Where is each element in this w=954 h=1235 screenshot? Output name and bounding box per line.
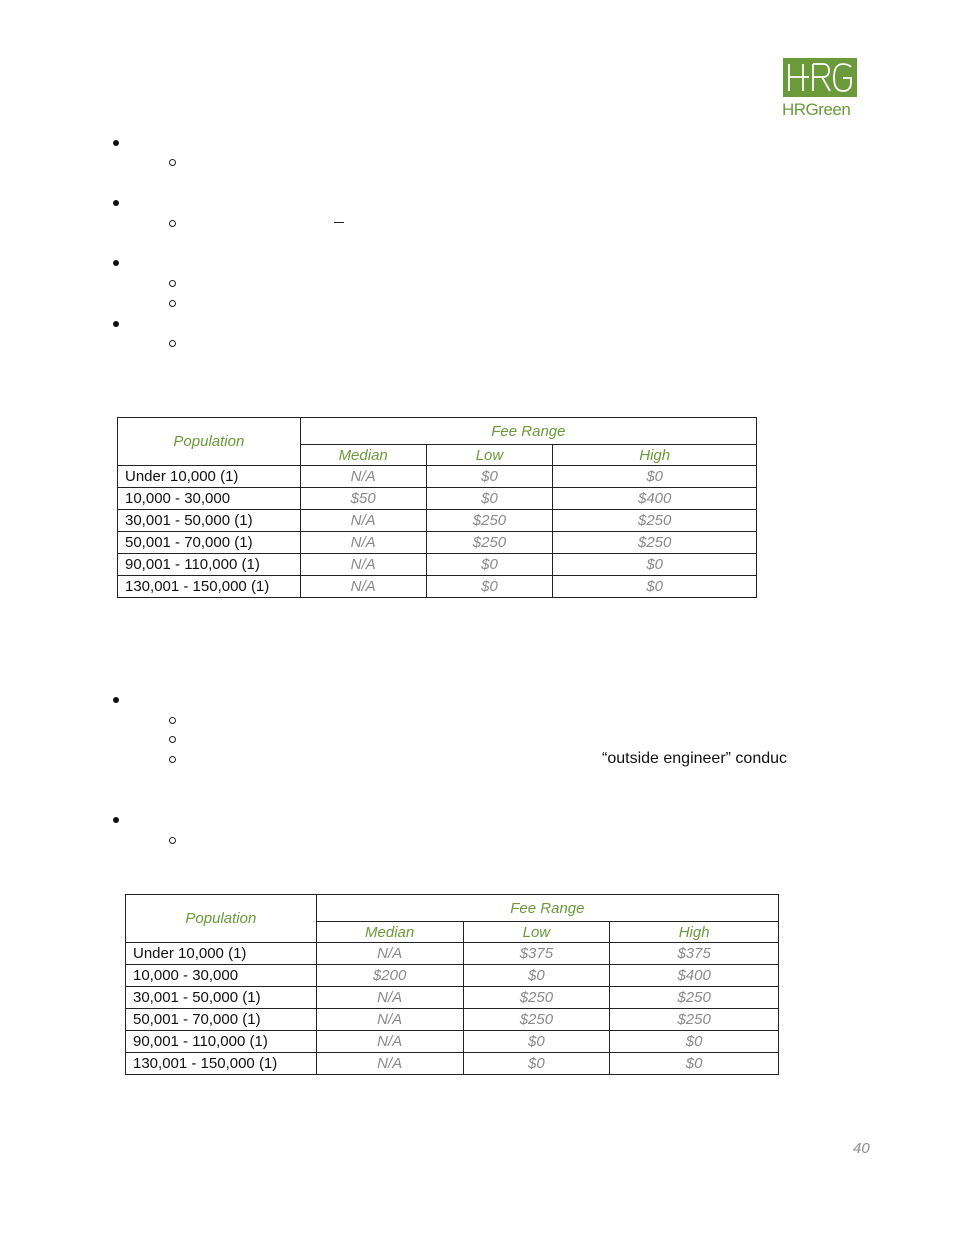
median-cell: N/A xyxy=(316,987,463,1009)
population-cell: 130,001 - 150,000 (1) xyxy=(118,576,301,598)
high-header: High xyxy=(553,445,757,466)
list-sub-bullet xyxy=(169,280,176,287)
dash-mark xyxy=(334,222,344,223)
median-cell: N/A xyxy=(300,466,426,488)
list-sub-bullet xyxy=(169,159,176,166)
population-header: Population xyxy=(118,418,301,466)
high-cell: $375 xyxy=(610,943,779,965)
population-cell: 50,001 - 70,000 (1) xyxy=(126,1009,317,1031)
high-cell: $250 xyxy=(553,510,757,532)
population-cell: 10,000 - 30,000 xyxy=(126,965,317,987)
page-number: 40 xyxy=(853,1140,870,1157)
list-bullet xyxy=(113,140,119,146)
table-row xyxy=(118,488,757,510)
hrg-logo-mark-icon xyxy=(783,58,857,97)
high-cell: $0 xyxy=(553,554,757,576)
list-bullet xyxy=(113,321,119,327)
median-cell: N/A xyxy=(316,943,463,965)
median-cell: N/A xyxy=(300,510,426,532)
table-row xyxy=(126,1031,779,1053)
median-cell: N/A xyxy=(300,532,426,554)
list-sub-bullet xyxy=(169,837,176,844)
low-cell: $0 xyxy=(426,488,553,510)
population-cell: 30,001 - 50,000 (1) xyxy=(126,987,317,1009)
outside-engineer-text: “outside engineer” conduc xyxy=(602,750,788,767)
table-row xyxy=(126,943,779,965)
table-row xyxy=(118,554,757,576)
high-cell: $0 xyxy=(553,466,757,488)
low-cell: $375 xyxy=(463,943,610,965)
table-row xyxy=(118,576,757,598)
population-cell: 90,001 - 110,000 (1) xyxy=(126,1031,317,1053)
median-header: Median xyxy=(300,445,426,466)
list-sub-bullet xyxy=(169,756,176,763)
fee-table-1 xyxy=(117,417,757,598)
low-cell: $0 xyxy=(426,576,553,598)
high-cell: $0 xyxy=(553,576,757,598)
low-cell: $250 xyxy=(463,987,610,1009)
low-cell: $0 xyxy=(463,1053,610,1075)
list-sub-bullet xyxy=(169,717,176,724)
list-sub-bullet xyxy=(169,300,176,307)
logo-wordmark: HRGreen xyxy=(782,100,851,119)
low-cell: $0 xyxy=(463,965,610,987)
list-bullet xyxy=(113,817,119,823)
population-cell: Under 10,000 (1) xyxy=(118,466,301,488)
list-sub-bullet xyxy=(169,736,176,743)
low-cell: $0 xyxy=(463,1031,610,1053)
population-header: Population xyxy=(126,895,317,943)
list-bullet xyxy=(113,260,119,266)
list-sub-bullet xyxy=(169,340,176,347)
list-bullet xyxy=(113,697,119,703)
population-cell: Under 10,000 (1) xyxy=(126,943,317,965)
hrgreen-logo xyxy=(782,58,858,120)
table-row xyxy=(126,1053,779,1075)
table-row xyxy=(126,1009,779,1031)
population-cell: 10,000 - 30,000 xyxy=(118,488,301,510)
population-cell: 130,001 - 150,000 (1) xyxy=(126,1053,317,1075)
table-row xyxy=(118,466,757,488)
high-cell: $0 xyxy=(610,1053,779,1075)
high-cell: $400 xyxy=(553,488,757,510)
median-cell: $50 xyxy=(300,488,426,510)
population-cell: 90,001 - 110,000 (1) xyxy=(118,554,301,576)
median-cell: N/A xyxy=(316,1009,463,1031)
low-cell: $0 xyxy=(426,554,553,576)
median-header: Median xyxy=(316,922,463,943)
fee-range-header: Fee Range xyxy=(316,895,778,922)
table-row xyxy=(118,510,757,532)
low-header: Low xyxy=(426,445,553,466)
high-cell: $250 xyxy=(553,532,757,554)
population-cell: 30,001 - 50,000 (1) xyxy=(118,510,301,532)
low-cell: $250 xyxy=(426,510,553,532)
median-cell: N/A xyxy=(316,1053,463,1075)
table-row xyxy=(118,532,757,554)
high-cell: $400 xyxy=(610,965,779,987)
fee-range-header: Fee Range xyxy=(300,418,756,445)
high-header: High xyxy=(610,922,779,943)
list-bullet xyxy=(113,200,119,206)
table-row xyxy=(126,987,779,1009)
low-cell: $250 xyxy=(426,532,553,554)
table-row xyxy=(126,965,779,987)
median-cell: N/A xyxy=(316,1031,463,1053)
list-sub-bullet xyxy=(169,220,176,227)
median-cell: $200 xyxy=(316,965,463,987)
high-cell: $250 xyxy=(610,1009,779,1031)
median-cell: N/A xyxy=(300,576,426,598)
high-cell: $0 xyxy=(610,1031,779,1053)
low-cell: $250 xyxy=(463,1009,610,1031)
population-cell: 50,001 - 70,000 (1) xyxy=(118,532,301,554)
median-cell: N/A xyxy=(300,554,426,576)
fee-table-2 xyxy=(125,894,779,1075)
low-cell: $0 xyxy=(426,466,553,488)
high-cell: $250 xyxy=(610,987,779,1009)
low-header: Low xyxy=(463,922,610,943)
